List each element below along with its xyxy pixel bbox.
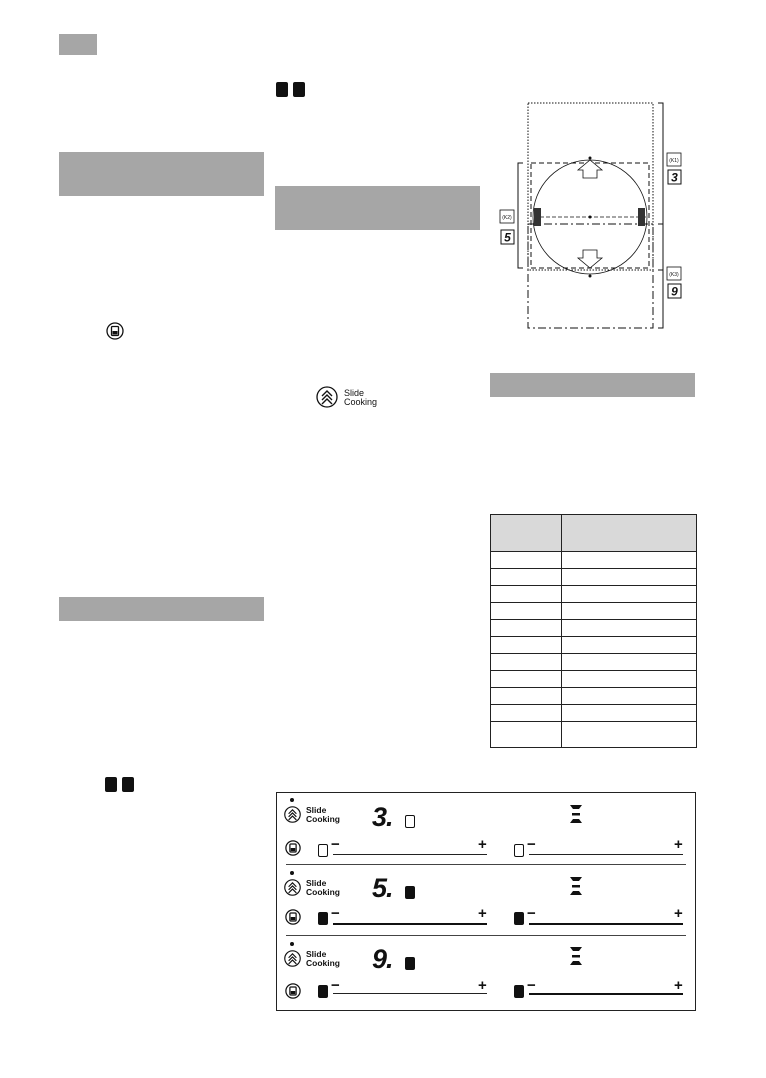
panel-row-2 xyxy=(277,866,697,936)
residual-heat-icon-3 xyxy=(568,945,584,967)
level-display: 3. xyxy=(372,802,393,832)
panel-row-3 xyxy=(277,937,697,1009)
zone-label-k3: (K3) xyxy=(669,272,679,278)
left-minus-2[interactable]: − xyxy=(331,905,340,922)
zone-indicator-icon-2 xyxy=(405,886,415,899)
right-plus-3[interactable]: + xyxy=(674,977,683,994)
left-plus-2[interactable]: + xyxy=(478,905,487,922)
left-slider-3[interactable] xyxy=(333,993,487,994)
right-minus-2[interactable]: − xyxy=(527,905,536,922)
zone-label-k2: (K2) xyxy=(502,215,512,221)
right-zone-icon-2 xyxy=(514,912,524,925)
left-slider[interactable] xyxy=(333,854,487,855)
panel-cooking-label-3: Cooking xyxy=(306,958,340,968)
zone-button-icon-3[interactable] xyxy=(285,983,301,999)
section-header-3 xyxy=(275,186,480,230)
level-display-3: 9. xyxy=(372,944,393,974)
cooking-zone-icon xyxy=(106,322,124,340)
slide-cooking-icon-2 xyxy=(284,879,301,896)
panel-row-1 xyxy=(277,793,697,865)
pause-button-icon-2 xyxy=(105,777,134,797)
section-header-4 xyxy=(490,373,695,397)
cooking-label: Cooking xyxy=(344,397,378,407)
right-slider-3[interactable] xyxy=(529,993,683,995)
panel-slide-label-2: Slide xyxy=(306,878,327,888)
panel-cooking-label: Cooking xyxy=(306,814,340,824)
residual-heat-icon xyxy=(568,803,584,825)
zone-button-icon[interactable] xyxy=(285,840,301,856)
left-zone-icon-3 xyxy=(318,985,328,998)
residual-heat-icon-2 xyxy=(568,875,584,897)
right-plus[interactable]: + xyxy=(674,836,683,853)
zone-level-digit-middle: 5 xyxy=(504,230,511,245)
right-zone-icon-3 xyxy=(514,985,524,998)
slide-cooking-icon-block xyxy=(316,386,396,410)
right-slider-2[interactable] xyxy=(529,923,683,925)
left-zone-icon xyxy=(318,844,328,857)
left-slider-2[interactable] xyxy=(333,923,487,925)
slide-cooking-chevrons-icon xyxy=(316,386,338,408)
right-plus-2[interactable]: + xyxy=(674,905,683,922)
panel-slide-label: Slide xyxy=(306,805,327,815)
left-minus-3[interactable]: − xyxy=(331,977,340,994)
slide-label: Slide xyxy=(344,388,365,398)
right-slider[interactable] xyxy=(529,854,683,855)
pause-button-icon xyxy=(276,82,305,102)
cooking-zone-diagram xyxy=(498,100,688,332)
zone-indicator-icon-3 xyxy=(405,957,415,970)
slide-cooking-icon xyxy=(284,806,301,823)
zone-indicator-icon xyxy=(405,815,415,828)
zone-level-digit-top: 3 xyxy=(671,170,678,185)
panel-cooking-label-2: Cooking xyxy=(306,887,340,897)
left-plus-3[interactable]: + xyxy=(478,977,487,994)
zone-button-icon-2[interactable] xyxy=(285,909,301,925)
section-header-2 xyxy=(59,597,264,621)
zone-label-k1: (K1) xyxy=(669,158,679,164)
left-zone-icon-2 xyxy=(318,912,328,925)
left-plus[interactable]: + xyxy=(478,836,487,853)
power-level-table xyxy=(490,514,697,748)
control-panel-illustration xyxy=(276,792,696,1011)
zone-level-digit-bottom: 9 xyxy=(671,284,678,299)
page-tab xyxy=(59,34,97,55)
left-minus[interactable]: − xyxy=(331,836,340,853)
right-minus[interactable]: − xyxy=(527,836,536,853)
slide-cooking-icon-3 xyxy=(284,950,301,967)
right-minus-3[interactable]: − xyxy=(527,977,536,994)
level-display-2: 5. xyxy=(372,873,393,903)
section-header-1 xyxy=(59,152,264,196)
panel-slide-label-3: Slide xyxy=(306,949,327,959)
right-zone-icon xyxy=(514,844,524,857)
